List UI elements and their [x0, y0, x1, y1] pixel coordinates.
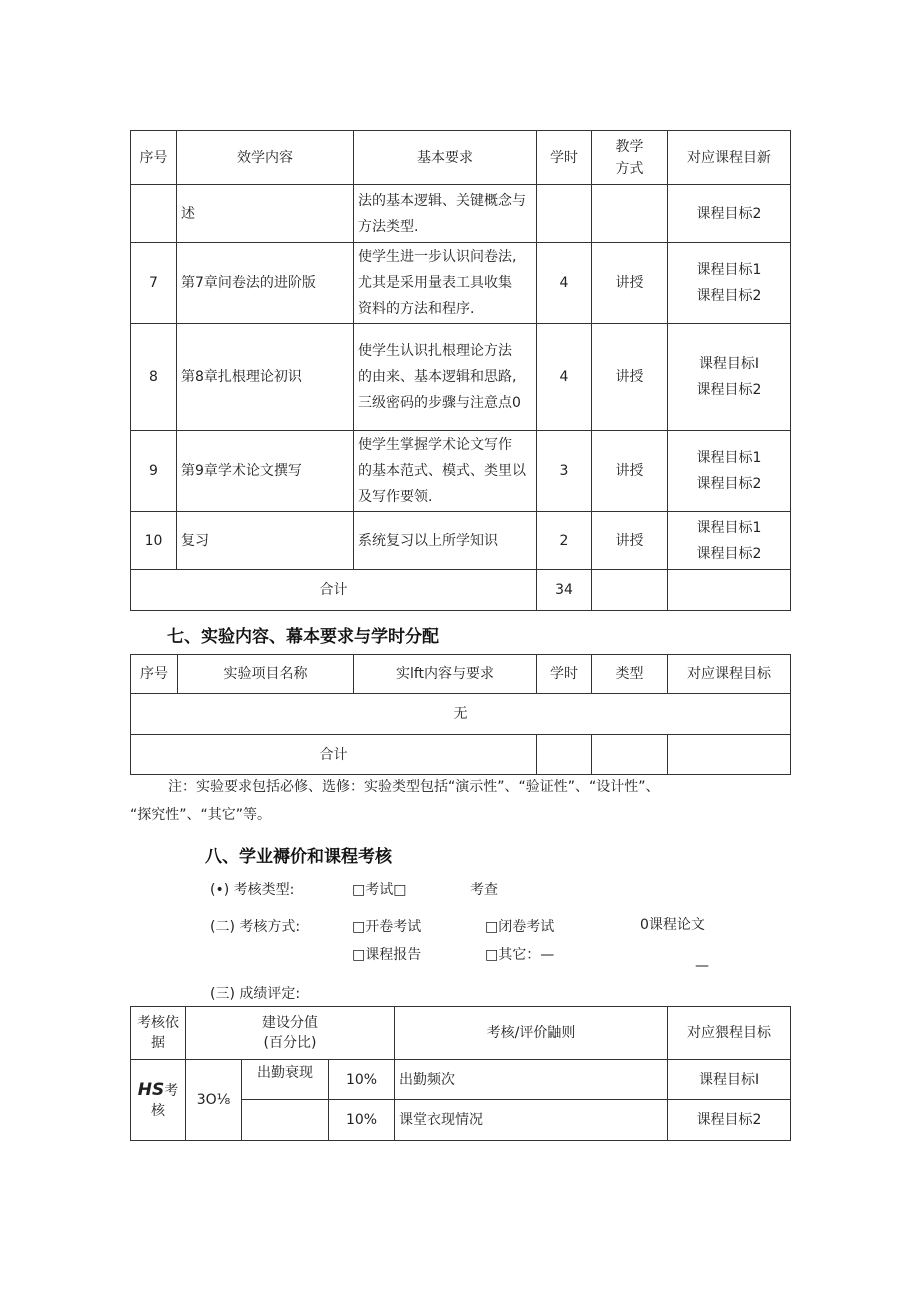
- total-row: [131, 735, 791, 775]
- note-line-1: 注：实验要求包括必修、选修：实验类型包括“演示性”、“验证性”、“设计性”、: [168, 779, 660, 795]
- empty-text: 无: [131, 694, 791, 735]
- cell-requirement: 使学生进一步认识问卷法, 尤其是采用量表工具收集 资料的方法和程序.: [354, 243, 537, 324]
- cell-empty: [592, 570, 668, 611]
- empty-row: [131, 694, 791, 735]
- cell-content: 复习: [177, 512, 354, 570]
- cell-requirement: 法的基本逻辑、关键概念与 方法类型.: [354, 185, 537, 243]
- category-title: HS: [137, 1079, 165, 1100]
- teaching-content-table: [130, 130, 791, 611]
- table-row: [131, 1060, 791, 1100]
- total-label: 合计: [131, 570, 537, 611]
- header-requirement: 基本要求: [354, 131, 537, 185]
- section-7-title: 七、实验内容、幕本要求与学时分配: [167, 627, 439, 647]
- cell-no: 7: [131, 243, 177, 324]
- cell-no: 10: [131, 512, 177, 570]
- cell-hours: [537, 185, 592, 243]
- table-row: [131, 185, 791, 243]
- cell-empty: [537, 735, 592, 775]
- grade-label: (三) 成绩评定:: [210, 986, 301, 1002]
- cell-content: 述: [177, 185, 354, 243]
- table-header-row: [131, 655, 791, 694]
- item-rule: 课堂衣现情况: [395, 1100, 668, 1141]
- cell-no: [131, 185, 177, 243]
- cell-hours: 3: [537, 431, 592, 512]
- cell-requirement: 使学生掌握学术论文写作 的基本范式、模式、类里以 及写作要领.: [354, 431, 537, 512]
- item-name: 出勤衰现: [242, 1060, 329, 1100]
- cell-method: 讲授: [592, 243, 668, 324]
- category-percent: 3O⅛: [186, 1060, 242, 1141]
- cell-requirement: 使学生认识扎根理论方法 的由来、基本逻辑和思路, 三级密码的步骤与注意点0: [354, 324, 537, 431]
- header-content: 实lft内容与要求: [354, 655, 537, 694]
- experiment-table: [130, 654, 791, 775]
- cell-goal: 课程目标2: [668, 185, 791, 243]
- cell-empty: [668, 570, 791, 611]
- assessment-type-check[interactable]: 考查: [470, 882, 498, 898]
- header-no: 序号: [131, 131, 177, 185]
- cell-method: 讲授: [592, 512, 668, 570]
- cell-no: 9: [131, 431, 177, 512]
- method-dash: —: [695, 958, 709, 974]
- total-row: [131, 570, 791, 611]
- table-header-row: [131, 131, 791, 185]
- cell-goal: 课程目标1 课程目标2: [668, 512, 791, 570]
- table-row: [131, 324, 791, 431]
- category-cell: [131, 1060, 186, 1141]
- cell-requirement: 系统复习以上所学知识: [354, 512, 537, 570]
- table-row: [131, 512, 791, 570]
- header-hours: 学时: [537, 131, 592, 185]
- cell-method: 讲授: [592, 431, 668, 512]
- header-goal: 对应课程目标: [668, 655, 791, 694]
- note-line-2: “探究性”、“其它”等。: [130, 807, 272, 823]
- cell-hours: 4: [537, 243, 592, 324]
- cell-content: 第8章扎根理论初识: [177, 324, 354, 431]
- header-no: 序号: [131, 655, 178, 694]
- item-rule: 出勤频次: [395, 1060, 668, 1100]
- item-goal: 课程目标2: [668, 1100, 791, 1141]
- item-goal: 课程目标I: [668, 1060, 791, 1100]
- cell-goal: 课程目标1 课程目标2: [668, 243, 791, 324]
- grade-table: [130, 1006, 791, 1141]
- cell-method: [592, 185, 668, 243]
- assessment-type-label: (•) 考核类型:: [210, 882, 295, 898]
- item-percent: 10%: [329, 1100, 395, 1141]
- item-percent: 10%: [329, 1060, 395, 1100]
- cell-hours: 4: [537, 324, 592, 431]
- header-value: 建设分值 (百分比): [186, 1007, 395, 1060]
- table-row: [131, 431, 791, 512]
- cell-empty: [668, 735, 791, 775]
- method-thesis[interactable]: 0课程论文: [640, 917, 705, 933]
- method-open-book[interactable]: □开卷考试: [352, 919, 422, 935]
- header-type: 类型: [592, 655, 668, 694]
- cell-no: 8: [131, 324, 177, 431]
- table-header-row: [131, 1007, 791, 1060]
- cell-empty: [592, 735, 668, 775]
- category-suffix: 考 核: [151, 1082, 179, 1119]
- assessment-type-exam[interactable]: □考试□: [352, 882, 407, 898]
- header-rule: 考核/评价鼬则: [395, 1007, 668, 1060]
- cell-empty: [242, 1100, 329, 1141]
- header-method: 教学 方式: [592, 131, 668, 185]
- header-hours: 学时: [537, 655, 592, 694]
- cell-content: 第7章问卷法的进阶版: [177, 243, 354, 324]
- header-basis: 考核依 据: [131, 1007, 186, 1060]
- header-content: 效学内容: [177, 131, 354, 185]
- cell-hours: 2: [537, 512, 592, 570]
- assessment-method-label: (二) 考核方式:: [210, 919, 301, 935]
- method-report[interactable]: □课程报告: [352, 947, 422, 963]
- total-label: 合计: [131, 735, 537, 775]
- table-row: [131, 243, 791, 324]
- header-goal: 对应猥程目标: [668, 1007, 791, 1060]
- method-closed-book[interactable]: □闭卷考试: [485, 919, 555, 935]
- header-project: 实验项目名称: [178, 655, 354, 694]
- cell-goal: 课程目标I 课程目标2: [668, 324, 791, 431]
- cell-method: 讲授: [592, 324, 668, 431]
- section-8-title: 八、学业褥价和课程考核: [205, 847, 392, 867]
- header-goal: 对应课程目新: [668, 131, 791, 185]
- cell-content: 第9章学术论文撰写: [177, 431, 354, 512]
- cell-goal: 课程目标1 课程目标2: [668, 431, 791, 512]
- total-hours: 34: [537, 570, 592, 611]
- method-other[interactable]: □其它：—: [485, 947, 555, 963]
